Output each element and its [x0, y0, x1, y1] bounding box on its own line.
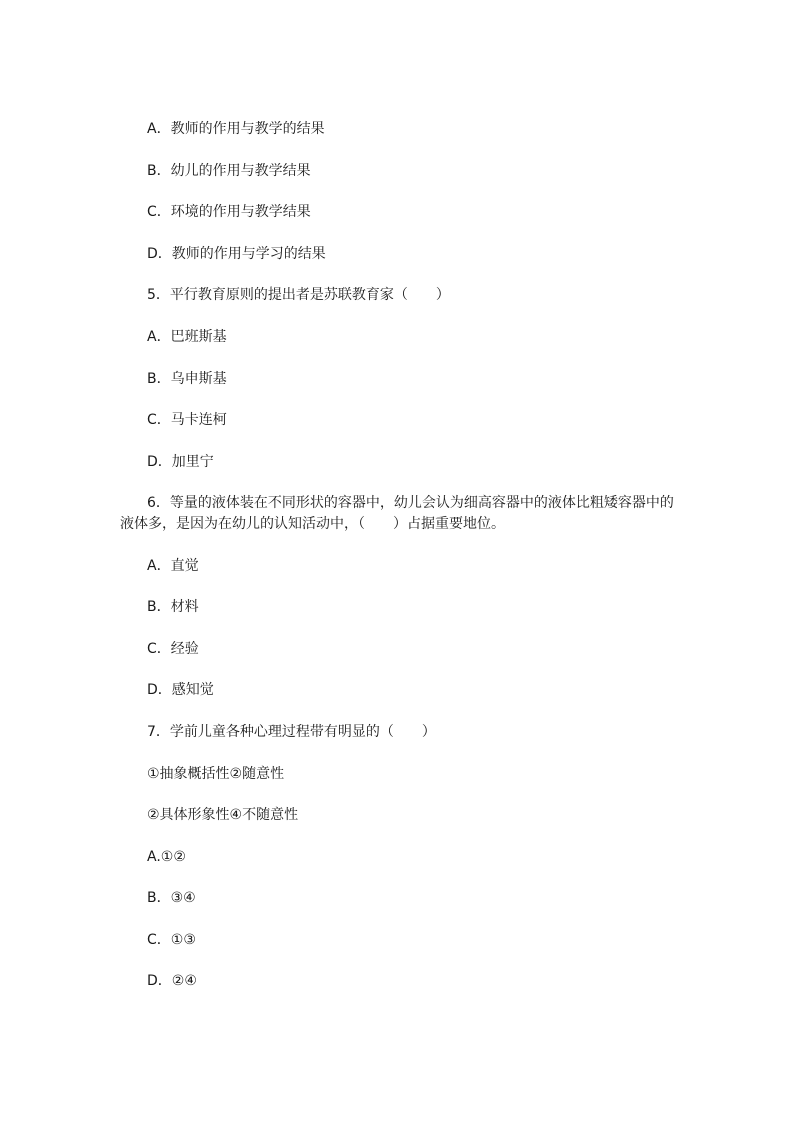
q6-option-b: B．材料: [147, 599, 199, 615]
q4-option-c: C．环境的作用与教学结果: [147, 204, 311, 220]
q7-stem: 7．学前儿童各种心理过程带有明显的（ ）: [147, 724, 436, 740]
q7-item-2: ②具体形象性④不随意性: [147, 807, 299, 823]
q4-option-a: A．教师的作用与教学的结果: [147, 121, 325, 137]
q5-option-d: D．加里宁: [147, 454, 214, 470]
q6-option-a: A．直觉: [147, 558, 199, 574]
q6-option-d: D．感知觉: [147, 682, 214, 698]
q5-stem: 5．平行教育原则的提出者是苏联教育家（ ）: [147, 287, 450, 303]
q6-option-c: C．经验: [147, 641, 199, 657]
q5-option-b: B．乌申斯基: [147, 371, 227, 387]
q7-option-a: A.①②: [147, 849, 186, 865]
q7-item-1: ①抽象概括性②随意性: [147, 766, 285, 782]
q7-option-c: C．①③: [147, 932, 196, 948]
q5-option-a: A．巴班斯基: [147, 329, 227, 345]
q6-stem-line1: 6．等量的液体装在不同形状的容器中，幼儿会认为细高容器中的液体比粗矮容器中的: [147, 495, 674, 511]
q7-option-b: B．③④: [147, 890, 196, 906]
q7-option-d: D．②④: [147, 973, 197, 989]
q5-option-c: C．马卡连柯: [147, 412, 227, 428]
q6-stem-line2: 液体多，是因为在幼儿的认知活动中，（ ）占据重要地位。: [120, 516, 505, 532]
q4-option-d: D．教师的作用与学习的结果: [147, 246, 326, 262]
q4-option-b: B．幼儿的作用与教学结果: [147, 163, 311, 179]
